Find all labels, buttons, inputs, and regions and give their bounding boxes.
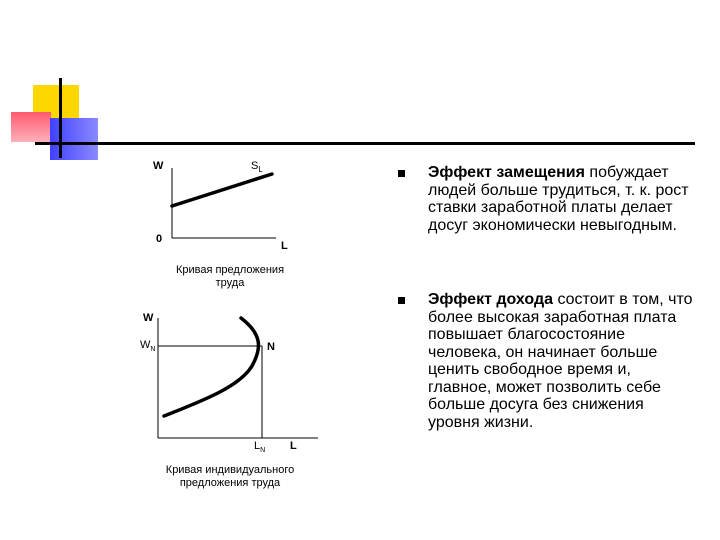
graph2-y-label: W <box>143 312 154 324</box>
graph2-caption-line1: Кривая индивидуального <box>165 464 295 476</box>
graph1-caption <box>130 264 330 290</box>
bullet-bold-term: Эффект замещения <box>428 164 585 181</box>
bullet-marker-icon <box>398 297 405 304</box>
bullet-text <box>428 291 698 431</box>
bullet-body: побуждает людей больше трудиться, т. к. рост ставки заработной платы делает досуг экономически невыгодным. <box>428 164 689 234</box>
graph2-wn-label: $W_N$ <box>140 339 156 354</box>
graph1-curve-label: $S_L$ <box>251 160 263 175</box>
graph1-caption-line1: Кривая предложения <box>175 264 285 276</box>
graph1-origin-label: 0 <box>156 233 163 245</box>
bullet-body: состоит в том, что более высокая заработная плата повышает благосостояние человека, он начинает больше ценить свободное время и, главное, может позволить себе больше досуга без снижения уровня жизни. <box>428 291 693 431</box>
graph1-y-label: W <box>153 160 164 172</box>
graph2-point-label: N <box>267 341 275 353</box>
bullet-marker-icon <box>398 170 405 177</box>
graph1-supply-curve <box>172 174 272 206</box>
bullet-bold-term: Эффект дохода <box>428 291 554 308</box>
bullet-text <box>428 164 698 234</box>
graph2-x-label: L <box>290 440 297 452</box>
graph2-backward-bending-curve <box>164 318 258 416</box>
graph1-x-label: L <box>281 240 288 252</box>
graph2-ln-label: $L_N$ <box>254 440 266 455</box>
graph1-caption-line2: труда <box>215 277 245 289</box>
graph2-caption-line2: предложения труда <box>179 477 281 489</box>
graph2-caption <box>120 464 340 490</box>
